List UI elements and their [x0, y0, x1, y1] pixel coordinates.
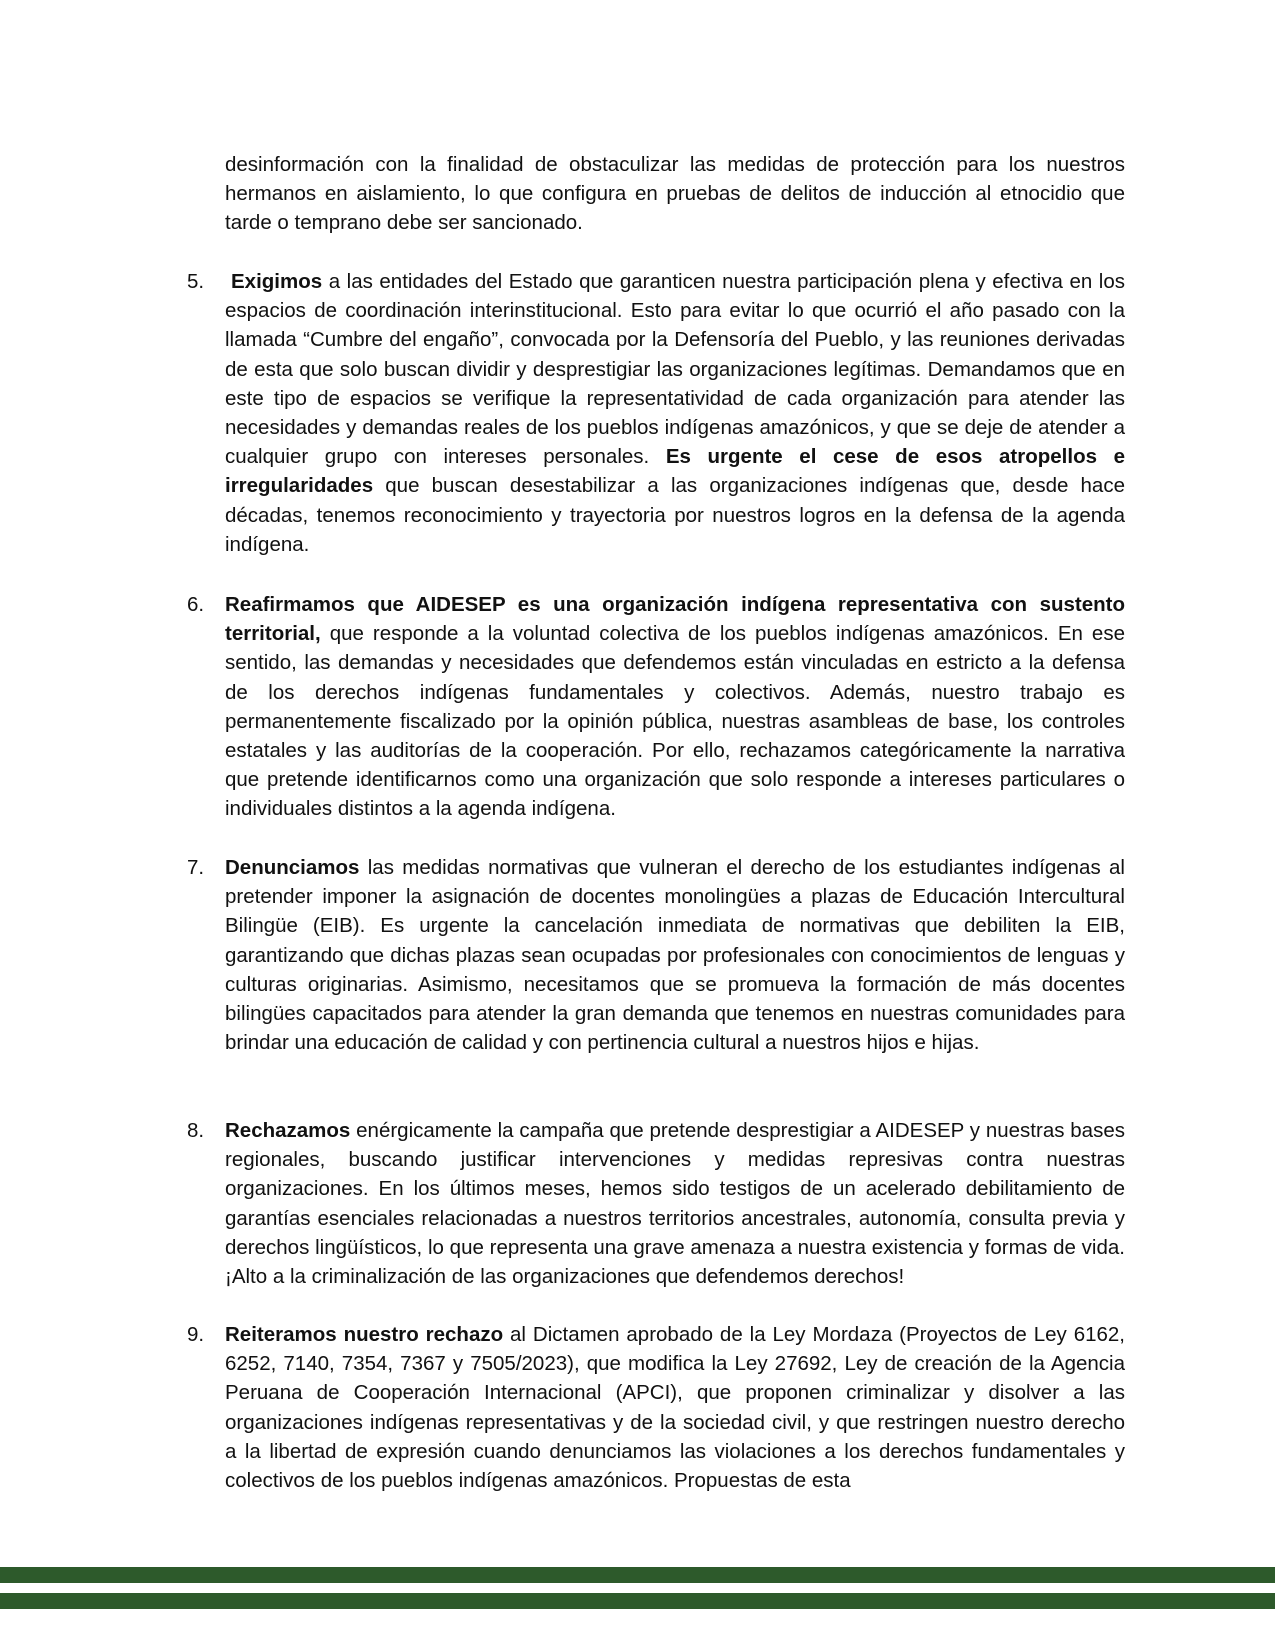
item-text: las medidas normativas que vulneran el derecho de los estudiantes indígenas al pretender imponer la asignación de docentes monolingües a plazas de Educación Intercultural Bilingüe (EIB). Es urgente la cancelación inmediata de normativas que debiliten la EIB, garantizando que dichas plazas sean ocupadas por profesionales con conocimientos de lenguas y culturas originarias. Asimismo, necesitamos que se promueva la formación de más docentes bilingües capacitados para atender la gran demanda que tenemos en nuestras comunidades para brindar una educación de calidad y con pertinencia cultural a nuestros hijos e hijas. [225, 856, 1125, 1055]
list-item-7 [187, 853, 1125, 1057]
item-number: 7. [187, 856, 205, 879]
list-item-5 [187, 267, 1125, 559]
list-item-8 [187, 1116, 1125, 1291]
item-number: 9. [187, 1323, 205, 1346]
item-number: 6. [187, 593, 205, 616]
item-number: 8. [187, 1119, 205, 1142]
item-emphasis: Es urgente el cese de esos atropellos e irregularidades [225, 445, 1125, 498]
list-item-6 [187, 590, 1125, 824]
list-item-9 [187, 1320, 1125, 1495]
item-paragraph [225, 267, 1125, 559]
item-lead: Rechazamos [225, 1119, 351, 1142]
item-paragraph [225, 1116, 1125, 1291]
item-paragraph [225, 590, 1125, 824]
item-text: al Dictamen aprobado de la Ley Mordaza (Proyectos de Ley 6162, 6252, 7140, 7354, 7367 y 7505/2023), que modifica la Ley 27692, Ley de creación de la Agencia Peruana de Cooperación Internacional (APCI), que proponen criminalizar y disolver a las organizaciones indígenas representativas y de la sociedad civil, y que restringen nuestro derecho a la libertad de expresión cuando denunciamos las violaciones a los derechos fundamentales y colectivos de los pueblos indígenas amazónicos. Propuestas de esta [225, 1323, 1125, 1493]
item-lead: Exigimos [231, 270, 323, 293]
item-text: a las entidades del Estado que garanticen nuestra participación plena y efectiva en los espacios de coordinación interinstitucional. Esto para evitar lo que ocurrió el año pasado con la llamada “Cumbre del engaño”, convocada por la Defensoría del Pueblo, y las reuniones derivadas de esta que solo buscan dividir y desprestigiar las organizaciones legítimas. Demandamos que en este tipo de espacios se verifique la representatividad de cada organización para atender las necesidades y demandas reales de los pueblos indígenas amazónicos, y que se deje de atender a cualquier grupo con intereses personales. [225, 270, 1125, 469]
item-lead: Reafirmamos que AIDESEP es una organización indígena representativa con sustento territorial, [225, 593, 1125, 646]
item-paragraph [225, 1320, 1125, 1495]
footer-stripe-bottom [0, 1593, 1275, 1609]
item-lead: Reiteramos nuestro rechazo [225, 1323, 504, 1346]
item-text: que responde a la voluntad colectiva de los pueblos indígenas amazónicos. En ese sentido, las demandas y necesidades que defendemos están vinculadas en estricto a la defensa de los derechos indígenas fundamentales y colectivos. Además, nuestro trabajo es permanentemente fiscalizado por la opinión pública, nuestras asambleas de base, los controles estatales y las auditorías de la cooperación. Por ello, rechazamos categóricamente la narrativa que pretende identificarnos como una organización que solo responde a intereses particulares o individuales distintos a la agenda indígena. [225, 622, 1125, 821]
footer-stripe-top [0, 1567, 1275, 1583]
item-lead: Denunciamos [225, 856, 360, 879]
item-paragraph [225, 853, 1125, 1057]
continuation-text: desinformación con la finalidad de obstaculizar las medidas de protección para los nuestros hermanos en aislamiento, lo que configura en pruebas de delitos de inducción al etnocidio que tarde o temprano debe ser sancionado. [225, 153, 1125, 235]
continuation-paragraph [225, 150, 1125, 238]
item-text-continued: que buscan desestabilizar a las organizaciones indígenas que, desde hace décadas, tenemos reconocimiento y trayectoria por nuestros logros en la defensa de la agenda indígena. [225, 474, 1125, 556]
item-number: 5. [187, 270, 205, 293]
item-text: enérgicamente la campaña que pretende desprestigiar a AIDESEP y nuestras bases regionales, buscando justificar intervenciones y medidas represivas contra nuestras organizaciones. En los últimos meses, hemos sido testigos de un acelerado debilitamiento de garantías esenciales relacionadas a nuestros territorios ancestrales, autonomía, consulta previa y derechos lingüísticos, lo que representa una grave amenaza a nuestra existencia y formas de vida. ¡Alto a la criminalización de las organizaciones que defendemos derechos! [225, 1119, 1125, 1289]
